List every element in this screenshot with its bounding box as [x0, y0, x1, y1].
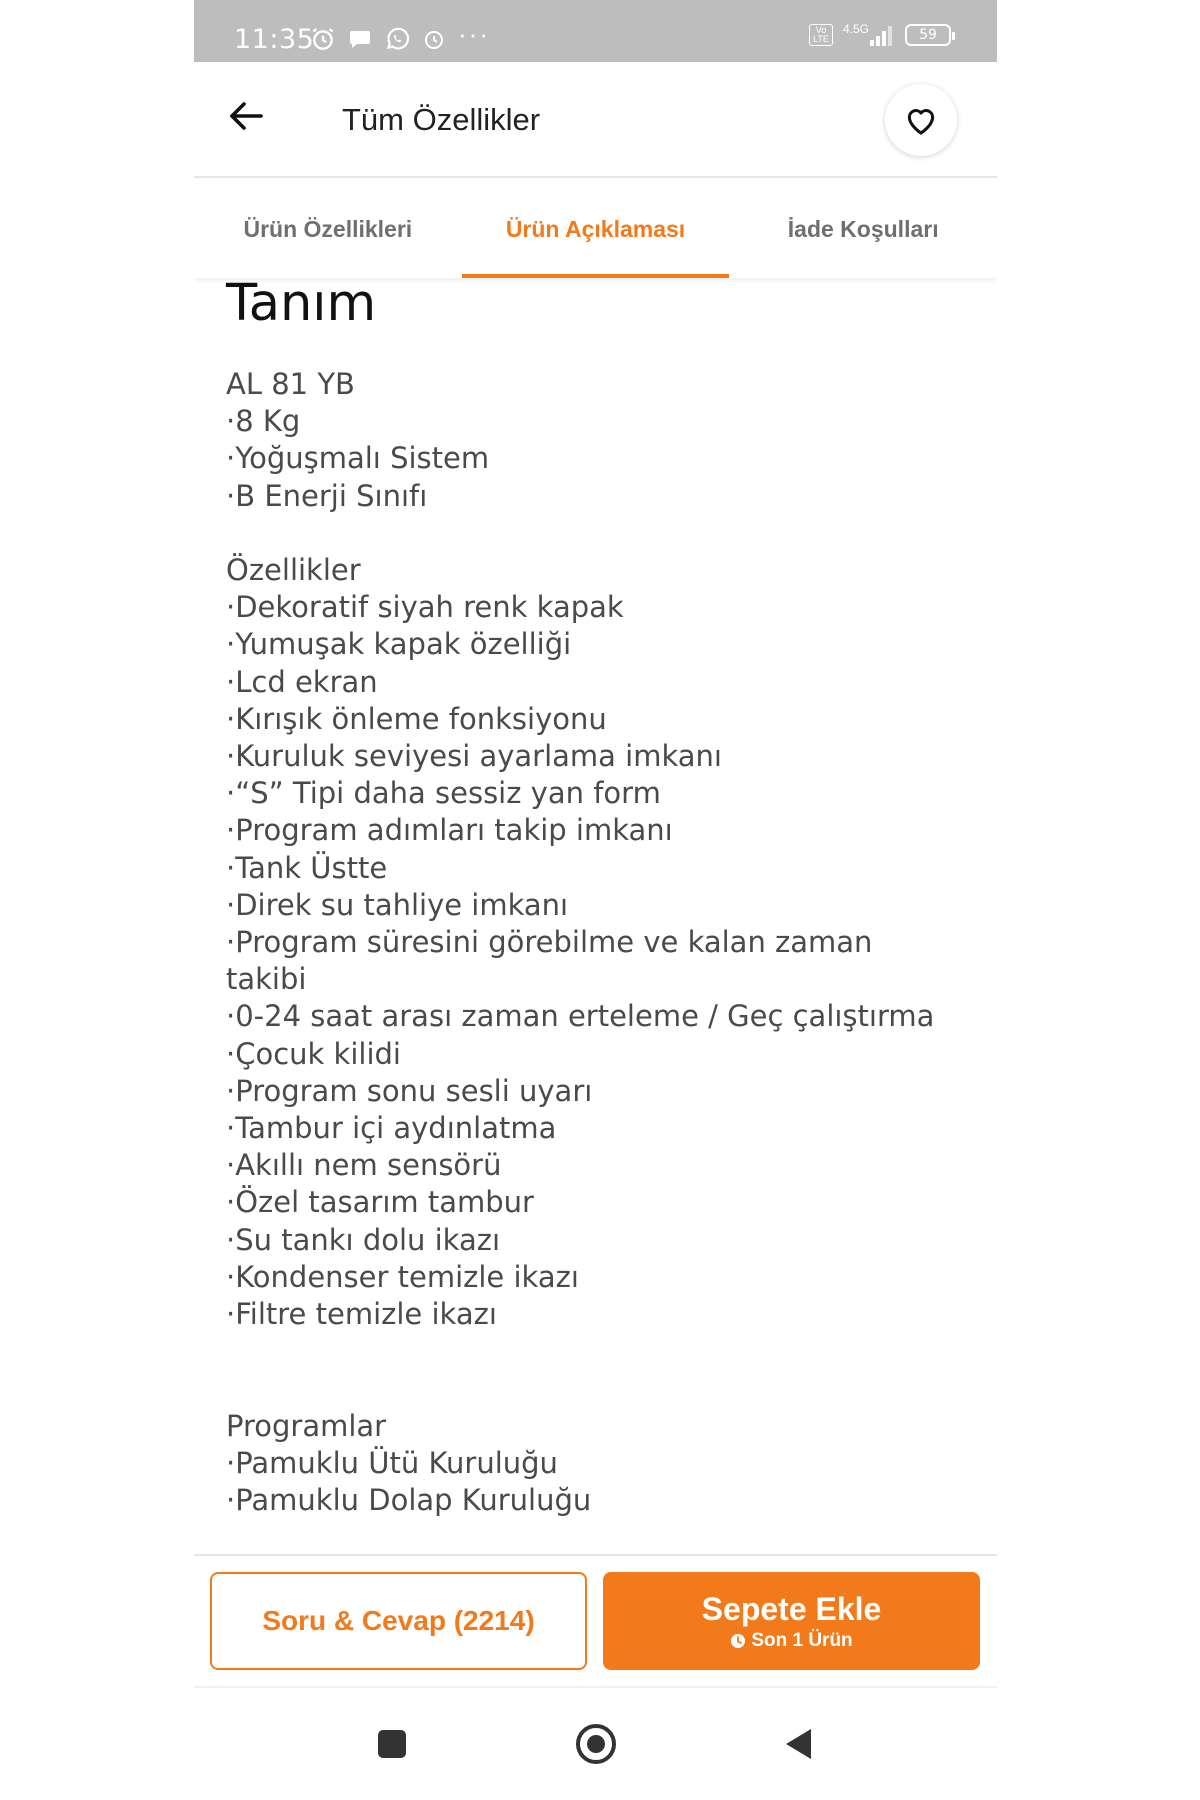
alarm-icon	[422, 27, 446, 51]
tab-product-description[interactable]: Ürün Açıklaması	[462, 180, 730, 278]
system-status-icons	[809, 24, 951, 46]
whatsapp-icon	[384, 26, 410, 52]
tab-product-features[interactable]: Ürün Özellikleri	[243, 215, 413, 242]
square-icon	[377, 1729, 407, 1759]
system-back-button[interactable]	[770, 1716, 826, 1772]
status-bar	[194, 0, 997, 62]
home-button[interactable]	[568, 1716, 624, 1772]
signal-icon	[869, 24, 895, 46]
chat-bubble-icon	[348, 27, 372, 51]
add-to-cart-label: Sepete Ekle	[701, 1591, 882, 1627]
recents-button[interactable]	[364, 1716, 420, 1772]
tab-return-conditions[interactable]: İade Koşulları	[787, 215, 939, 242]
tab-bar	[194, 180, 997, 278]
circle-icon	[574, 1722, 618, 1766]
battery-icon: 59	[905, 24, 951, 46]
stock-notice	[730, 1630, 852, 1652]
description-text: AL 81 YB ·8 Kg ·Yoğuşmalı Sistem ·B Enerji Sınıfı Özellikler ·Dekoratif siyah renk kapak ·Yumuşak kapak özelliği ·Lcd ekran ·Kırışık önleme fonksiyonu ·Kuruluk seviyesi ayarlama imkanı ·“S” Tipi daha sessiz yan form ·Program adımları takip imkanı ·Tank Üstte ·Direk su tahliye imkanı ·Program süresini görebilme ve kalan zaman takibi ·0-24 saat arası zaman erteleme / Geç çalıştırma ·Çocuk kilidi ·Program sonu sesli uyarı ·Tambur içi aydınlatma ·Akıllı nem sensörü ·Özel tasarım tambur ·Su tankı dolu ikazı ·Kondenser temizle ikazı ·Filtre temizle ikazı Programlar ·Pamuklu Ütü Kuruluğu ·Pamuklu Dolap Kuruluğu	[226, 367, 935, 1518]
more-notifications-icon: ···	[458, 18, 490, 49]
description-content[interactable]	[194, 278, 997, 1554]
alarm-icon	[310, 26, 336, 52]
status-time: 11:35	[234, 24, 315, 55]
notification-icons	[310, 18, 490, 52]
app-header	[194, 62, 997, 178]
page-title: Tüm Özellikler	[342, 102, 541, 137]
phone-screen	[194, 0, 997, 1800]
heart-outline-icon	[903, 104, 939, 136]
questions-answers-button[interactable]: Soru & Cevap (2214)	[210, 1572, 587, 1670]
volte-icon: Vo LTE	[809, 24, 833, 46]
network-label: 4.5G	[842, 22, 869, 36]
add-to-cart-button[interactable]	[603, 1572, 980, 1670]
stock-notice-label: Son 1 Ürün	[751, 1630, 853, 1651]
system-nav-bar	[194, 1690, 997, 1800]
favorite-button[interactable]	[885, 84, 957, 156]
arrow-left-icon	[227, 100, 265, 132]
section-heading: Tanım	[226, 278, 377, 333]
clock-icon	[730, 1633, 746, 1649]
action-bar	[194, 1554, 997, 1688]
triangle-back-icon	[783, 1727, 813, 1761]
back-button[interactable]	[224, 94, 268, 138]
